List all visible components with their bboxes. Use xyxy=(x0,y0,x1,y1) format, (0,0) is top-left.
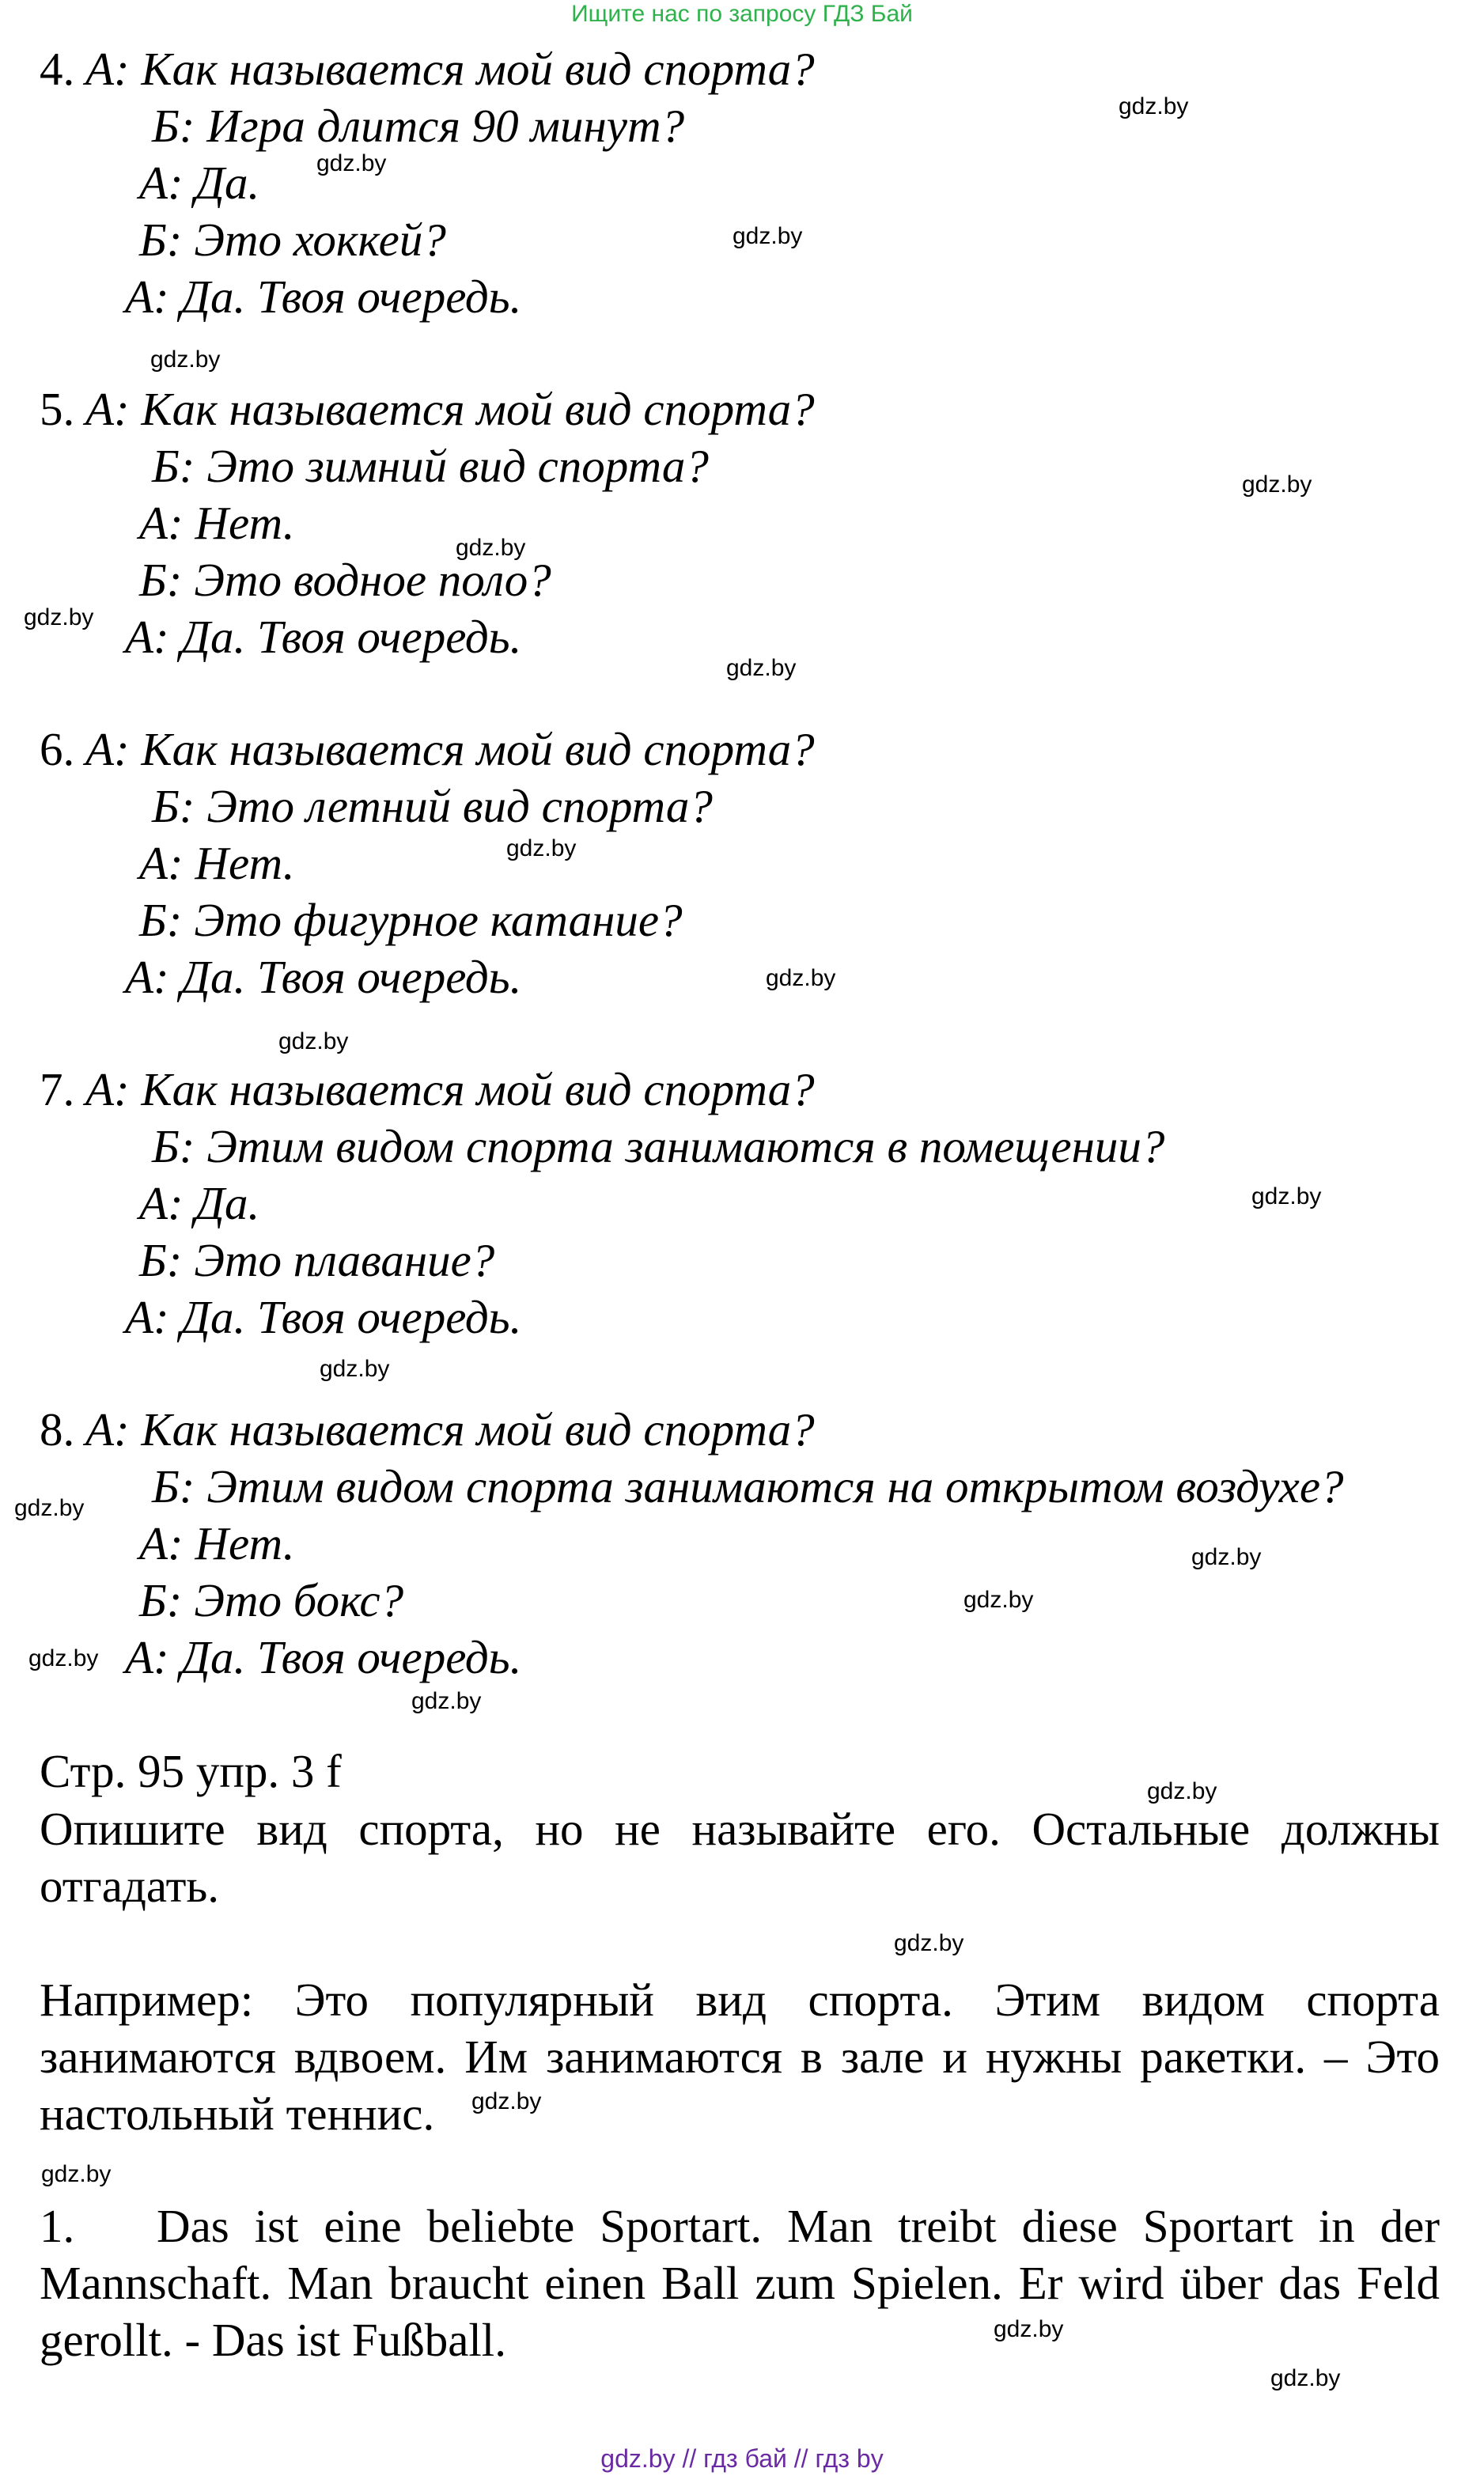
exercise-example: Например: Это популярный вид спорта. Этим видом спорта занимаются вдвоем. Им занимаются в зале и нужны ракетки. – Это настольный теннис. xyxy=(40,1974,1440,2140)
dialogue-line: Б: Этим видом спорта занимаются в помещении? xyxy=(152,1120,1165,1172)
watermark-label: gdz.by xyxy=(471,2088,542,2114)
dialogue-line: Б: Это фигурное катание? xyxy=(139,894,683,946)
dialogue-line: Б: Это зимний вид спорта? xyxy=(152,440,709,492)
answer-paragraph xyxy=(40,2197,1440,2368)
dialogue-line: А: Да. xyxy=(139,1177,260,1229)
dialogue-number: 4. xyxy=(40,43,75,95)
watermark-label: gdz.by xyxy=(894,1930,964,1956)
watermark-label: gdz.by xyxy=(411,1688,482,1714)
dialogue-line: Б: Это плавание? xyxy=(139,1234,495,1286)
dialogue-line: А: Как называется мой вид спорта? xyxy=(85,723,815,775)
dialogue-line: А: Да. Твоя очередь. xyxy=(125,271,522,323)
watermark-label: gdz.by xyxy=(1191,1544,1262,1570)
dialogue-number: 6. xyxy=(40,723,75,775)
watermark-label: gdz.by xyxy=(320,1356,390,1382)
watermark-label: gdz.by xyxy=(316,150,387,176)
dialogue-line: А: Да. xyxy=(139,157,260,209)
watermark-label: gdz.by xyxy=(14,1495,85,1521)
exercise-heading: Стр. 95 упр. 3 f xyxy=(40,1745,342,1797)
exercise-instruction: Опишите вид спорта, но не называйте его. Остальные должны отгадать. xyxy=(40,1803,1440,1912)
dialogue-line: Б: Этим видом спорта занимаются на открытом воздухе? xyxy=(152,1460,1344,1512)
dialogue-line: Б: Это летний вид спорта? xyxy=(152,780,713,832)
watermark-label: gdz.by xyxy=(278,1028,349,1054)
answer-text: Das ist eine beliebte Sportart. Man treibt diese Sportart in der Mannschaft. Man braucht einen Ball zum Spielen. Er wird über das Feld gerollt. - Das ist Fußball. xyxy=(40,2200,1440,2366)
dialogue-line: А: Как называется мой вид спорта? xyxy=(85,1403,815,1455)
dialogue-line: А: Да. Твоя очередь. xyxy=(125,611,522,663)
dialogue-line: А: Да. Твоя очередь. xyxy=(125,1291,522,1343)
dialogue-number: 5. xyxy=(40,383,75,435)
watermark-label: gdz.by xyxy=(1147,1778,1217,1804)
dialogue-line: А: Да. Твоя очередь. xyxy=(125,951,522,1003)
watermark-label: gdz.by xyxy=(24,604,94,630)
dialogue-line: Б: Это хоккей? xyxy=(139,214,446,266)
watermark-label: gdz.by xyxy=(41,2161,112,2187)
watermark-label: gdz.by xyxy=(1270,2365,1341,2391)
watermark-label: gdz.by xyxy=(726,655,797,681)
search-hint-banner[interactable]: Ищите нас по запросу ГДЗ Бай xyxy=(571,1,913,27)
dialogue-number: 8. xyxy=(40,1403,75,1455)
dialogue-line: Б: Игра длится 90 минут? xyxy=(152,100,685,152)
watermark-label: gdz.by xyxy=(963,1587,1034,1613)
dialogue-line: А: Нет. xyxy=(139,837,295,889)
watermark-label: gdz.by xyxy=(506,835,577,861)
dialogue-line: А: Нет. xyxy=(139,497,295,549)
dialogue-number: 7. xyxy=(40,1063,75,1115)
dialogue-line: А: Нет. xyxy=(139,1517,295,1569)
watermark-label: gdz.by xyxy=(1251,1183,1322,1209)
answer-number: 1. xyxy=(40,2200,75,2252)
watermark-label: gdz.by xyxy=(1119,93,1189,119)
dialogue-line: А: Да. Твоя очередь. xyxy=(125,1631,522,1683)
dialogue-line: А: Как называется мой вид спорта? xyxy=(85,383,815,435)
watermark-label: gdz.by xyxy=(766,965,836,991)
watermark-label: gdz.by xyxy=(150,346,221,373)
watermark-label: gdz.by xyxy=(994,2316,1064,2342)
watermark-label: gdz.by xyxy=(28,1645,99,1671)
watermark-label: gdz.by xyxy=(733,223,803,249)
dialogue-line: А: Как называется мой вид спорта? xyxy=(85,1063,815,1115)
footer-links[interactable]: gdz.by // гдз бай // гдз by xyxy=(600,2444,884,2473)
watermark-label: gdz.by xyxy=(1242,471,1312,498)
watermark-label: gdz.by xyxy=(456,535,526,561)
dialogue-line: Б: Это бокс? xyxy=(139,1574,404,1626)
dialogue-line: А: Как называется мой вид спорта? xyxy=(85,43,815,95)
dialogue-line: Б: Это водное поло? xyxy=(139,554,551,606)
